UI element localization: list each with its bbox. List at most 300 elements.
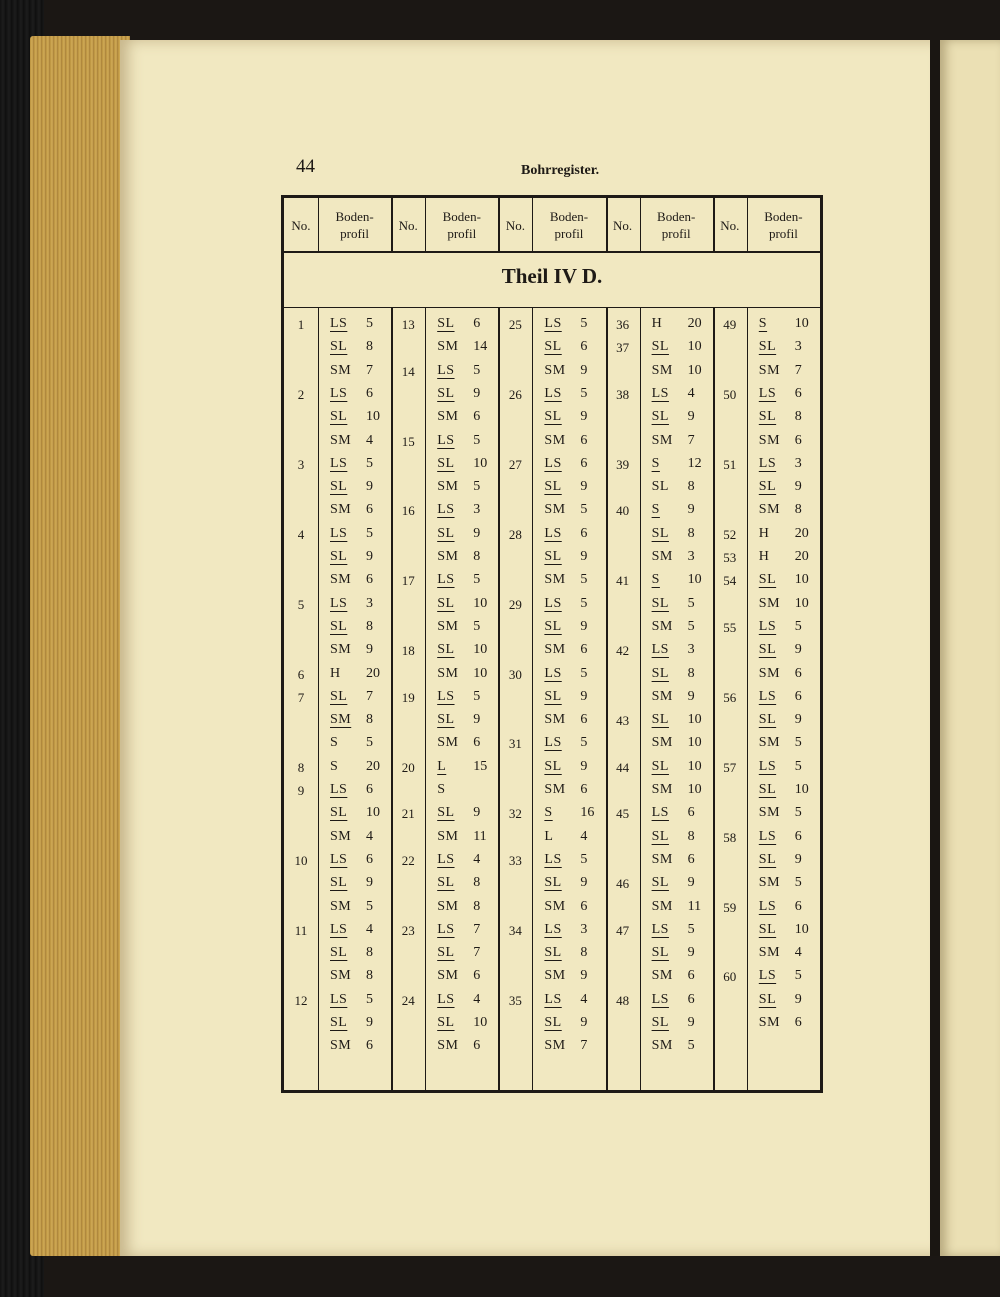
soil-layer [429, 409, 499, 431]
soil-code: LS [651, 385, 669, 401]
layer-thickness: 6 [687, 851, 695, 867]
layer-thickness: 9 [366, 642, 373, 658]
soil-layer [322, 316, 392, 338]
soil-code: LS [544, 385, 562, 401]
layer-thickness: 6 [366, 1038, 373, 1054]
layer-thickness: 6 [366, 385, 373, 401]
layer-thickness: 9 [687, 945, 695, 961]
header-no: No. [398, 217, 418, 233]
boring-number: 17 [401, 573, 415, 589]
layer-thickness: 8 [687, 525, 695, 541]
layer-thickness: 4 [366, 432, 373, 448]
soil-layer [429, 596, 499, 618]
boring-number: 31 [508, 736, 522, 752]
layer-thickness: 9 [687, 409, 695, 425]
soil-code: LS [330, 991, 348, 1007]
soil-layer [322, 456, 392, 478]
soil-layer [322, 619, 392, 641]
soil-layer [751, 502, 821, 524]
column-rule [640, 308, 641, 1090]
soil-code: SL [544, 1015, 562, 1030]
boring-number: 55 [723, 619, 737, 635]
column-rule [318, 308, 319, 1090]
soil-code: LS [330, 851, 348, 867]
soil-layer [322, 782, 392, 804]
soil-layer [322, 666, 392, 688]
boring-number: 52 [723, 526, 737, 542]
soil-code: SM [544, 642, 566, 658]
layer-thickness: 20 [794, 525, 809, 541]
soil-layer [429, 945, 499, 967]
soil-layer [644, 712, 714, 734]
soil-code: SL [651, 1015, 669, 1030]
soil-code: SM [651, 851, 673, 867]
soil-layer [429, 968, 499, 990]
layer-thickness: 8 [366, 339, 373, 355]
layer-thickness: 4 [366, 828, 373, 844]
layer-thickness: 9 [580, 549, 588, 564]
layer-thickness: 9 [473, 525, 481, 541]
soil-layer [751, 759, 821, 781]
soil-code: S [651, 502, 660, 518]
layer-thickness: 5 [580, 316, 588, 331]
boring-number: 46 [616, 876, 630, 892]
soil-code: LS [758, 758, 777, 774]
soil-code: LS [651, 642, 669, 658]
soil-layer [644, 689, 714, 711]
layer-thickness: 10 [687, 362, 702, 378]
soil-code: SM [758, 735, 781, 751]
soil-code: SL [544, 409, 562, 425]
soil-code: SM [544, 1038, 566, 1054]
column-rule [640, 198, 641, 251]
soil-code: SM [651, 782, 673, 797]
soil-code: SM [758, 875, 781, 891]
soil-layer [429, 1015, 499, 1037]
boring-number: 49 [723, 317, 737, 332]
soil-layer [322, 805, 392, 827]
layer-thickness: 5 [580, 851, 588, 867]
soil-code: SM [544, 968, 566, 984]
soil-layer [429, 735, 499, 757]
layer-thickness: 14 [473, 339, 488, 355]
soil-code: H [758, 525, 770, 541]
column-rule [318, 198, 319, 251]
boring-number: 18 [401, 643, 415, 659]
boring-number: 6 [297, 666, 305, 682]
soil-layer [429, 433, 499, 455]
soil-layer [644, 992, 714, 1014]
layer-thickness: 5 [687, 618, 695, 634]
layer-thickness: 10 [794, 782, 809, 797]
boring-number: 51 [723, 456, 737, 472]
layer-thickness: 9 [366, 549, 373, 564]
layer-thickness: 6 [580, 642, 588, 658]
boring-number: 25 [508, 317, 522, 332]
soil-code: SM [437, 828, 459, 844]
layer-thickness: 10 [687, 735, 702, 751]
soil-code: SM [651, 735, 673, 751]
layer-thickness: 7 [473, 945, 481, 961]
boring-number: 20 [401, 759, 415, 775]
soil-layer [536, 759, 606, 781]
soil-layer [429, 572, 499, 594]
soil-code: SM [437, 968, 459, 984]
soil-code: L [544, 828, 554, 844]
soil-layer [429, 992, 499, 1014]
layer-thickness: 6 [580, 712, 588, 728]
layer-thickness: 6 [580, 898, 588, 914]
soil-layer [751, 386, 821, 408]
soil-code: SL [330, 339, 348, 355]
boring-number: 8 [297, 759, 305, 775]
soil-layer [751, 479, 821, 501]
layer-thickness: 6 [794, 385, 802, 401]
soil-code: SM [544, 712, 566, 728]
boring-number: 7 [297, 689, 305, 705]
boring-number: 40 [616, 503, 630, 519]
group-rule [498, 198, 500, 251]
boring-number: 1 [297, 317, 305, 332]
layer-thickness: 10 [687, 782, 702, 797]
soil-layer [322, 712, 392, 734]
soil-layer [644, 805, 714, 827]
layer-thickness: 10 [366, 409, 380, 425]
soil-code: SL [437, 385, 455, 401]
soil-layer [429, 666, 499, 688]
soil-code: LS [758, 828, 777, 844]
soil-code: SM [330, 432, 352, 448]
soil-code: SM [544, 502, 566, 518]
soil-code: SM [544, 432, 566, 448]
boring-number: 23 [401, 922, 415, 938]
soil-code: SL [758, 479, 777, 495]
boring-number: 59 [723, 899, 737, 915]
soil-layer [429, 922, 499, 944]
boring-number: 37 [616, 340, 630, 356]
soil-code: SM [544, 572, 566, 588]
soil-code: SL [437, 805, 455, 821]
soil-layer [429, 899, 499, 921]
boring-number: 60 [723, 969, 737, 985]
soil-layer [536, 316, 606, 338]
soil-code: S [758, 316, 768, 331]
soil-layer [536, 782, 606, 804]
layer-thickness: 5 [794, 735, 802, 751]
boring-number: 10 [294, 852, 308, 868]
soil-layer [644, 339, 714, 361]
soil-layer [644, 619, 714, 641]
layer-thickness: 4 [687, 385, 695, 401]
layer-thickness: 10 [687, 572, 702, 588]
soil-layer [751, 992, 821, 1014]
soil-code: LS [758, 455, 777, 471]
layer-thickness: 9 [794, 851, 802, 867]
soil-layer [322, 992, 392, 1014]
soil-code: SL [437, 945, 455, 961]
boring-number: 14 [401, 363, 415, 379]
layer-thickness: 6 [794, 665, 802, 681]
header-bodenprofil: Boden- profil [442, 209, 481, 241]
layer-thickness: 10 [687, 339, 702, 355]
soil-code: SM [651, 549, 673, 564]
soil-code: SL [758, 782, 777, 797]
boring-number: 54 [723, 573, 737, 589]
soil-layer [644, 1038, 714, 1060]
column-rule [747, 198, 748, 251]
soil-code: L [437, 758, 447, 774]
layer-thickness: 5 [473, 362, 481, 378]
soil-layer [536, 829, 606, 851]
layer-thickness: 20 [366, 665, 380, 681]
page-number: 44 [296, 156, 315, 177]
soil-layer [536, 968, 606, 990]
soil-layer [536, 386, 606, 408]
soil-code: LS [651, 991, 669, 1007]
soil-layer [644, 829, 714, 851]
soil-layer [751, 316, 821, 338]
boring-number: 13 [401, 317, 415, 332]
soil-layer [536, 1038, 606, 1060]
soil-layer [429, 363, 499, 385]
layer-thickness: 10 [687, 712, 702, 728]
soil-layer [751, 922, 821, 944]
soil-code: SL [544, 479, 562, 495]
layer-thickness: 8 [473, 898, 481, 914]
soil-code: SM [437, 1038, 459, 1054]
layer-thickness: 5 [580, 735, 588, 751]
soil-layer [429, 642, 499, 664]
soil-layer [536, 875, 606, 897]
layer-thickness: 3 [687, 549, 695, 564]
layer-thickness: 6 [366, 782, 373, 797]
soil-code: S [437, 782, 446, 797]
soil-layer [536, 596, 606, 618]
boring-number: 38 [616, 386, 630, 402]
boring-number: 42 [616, 643, 630, 659]
soil-code: SM [330, 968, 352, 984]
soil-code: LS [330, 921, 348, 937]
layer-thickness: 5 [366, 735, 373, 751]
soil-code: SL [437, 712, 455, 728]
soil-code: SL [651, 665, 669, 681]
soil-layer [536, 852, 606, 874]
soil-layer [751, 689, 821, 711]
soil-code: SL [544, 618, 562, 634]
soil-code: SM [758, 1015, 781, 1030]
soil-code: SL [651, 875, 669, 891]
soil-code: SL [758, 712, 777, 728]
soil-code: SM [758, 362, 781, 378]
layer-thickness: 9 [794, 991, 802, 1007]
soil-layer [751, 782, 821, 804]
part-title: Theil IV D. [501, 264, 603, 288]
soil-layer [536, 479, 606, 501]
layer-thickness: 6 [366, 572, 373, 588]
layer-thickness: 12 [687, 455, 702, 471]
soil-layer [429, 339, 499, 361]
soil-code: SM [437, 665, 459, 681]
soil-code: SL [651, 409, 669, 425]
soil-layer [751, 899, 821, 921]
soil-code: LS [437, 432, 455, 448]
layer-thickness: 9 [473, 385, 481, 401]
soil-layer [644, 968, 714, 990]
soil-layer [322, 759, 392, 781]
soil-code: SL [544, 688, 562, 704]
soil-layer [322, 852, 392, 874]
soil-code: SM [651, 688, 673, 704]
soil-code: SL [330, 479, 348, 495]
layer-thickness: 6 [473, 409, 481, 425]
layer-thickness: 6 [794, 688, 802, 704]
soil-code: LS [544, 595, 562, 611]
layer-thickness: 10 [794, 572, 809, 588]
soil-layer [644, 479, 714, 501]
column-rule [532, 308, 533, 1090]
layer-thickness: 15 [473, 758, 488, 774]
boring-number: 44 [616, 759, 630, 775]
soil-code: LS [330, 385, 348, 401]
layer-thickness: 7 [366, 362, 373, 378]
soil-code: LS [651, 921, 669, 937]
soil-layer [322, 596, 392, 618]
soil-layer [322, 479, 392, 501]
soil-layer [751, 642, 821, 664]
soil-code: SM [544, 898, 566, 914]
boring-number: 33 [508, 852, 522, 868]
soil-code: SL [330, 1015, 348, 1030]
soil-layer [536, 526, 606, 548]
column-rule [747, 308, 748, 1090]
soil-code: SM [651, 1038, 673, 1054]
soil-layer [536, 619, 606, 641]
soil-layer [644, 852, 714, 874]
layer-thickness: 10 [794, 595, 809, 611]
layer-thickness: 16 [580, 805, 595, 821]
layer-thickness: 5 [473, 688, 481, 704]
layer-thickness: 8 [687, 665, 695, 681]
header-bodenprofil: Boden- profil [335, 209, 374, 241]
soil-layer [536, 735, 606, 757]
boring-number: 26 [508, 386, 522, 402]
soil-code: SL [651, 339, 669, 355]
layer-thickness: 10 [473, 595, 488, 611]
soil-layer [751, 968, 821, 990]
layer-thickness: 10 [794, 316, 809, 331]
soil-code: LS [758, 688, 777, 704]
boring-number: 58 [723, 829, 737, 845]
soil-layer [322, 1015, 392, 1037]
layer-thickness: 6 [794, 1015, 802, 1030]
soil-layer [536, 456, 606, 478]
soil-layer [536, 945, 606, 967]
soil-layer [536, 1015, 606, 1037]
soil-layer [429, 619, 499, 641]
soil-code: LS [437, 991, 455, 1007]
soil-code: SL [330, 618, 348, 634]
layer-thickness: 6 [473, 968, 481, 984]
soil-layer [429, 829, 499, 851]
soil-code: SL [651, 758, 669, 774]
layer-thickness: 9 [794, 479, 802, 495]
layer-thickness: 7 [794, 362, 802, 378]
soil-layer [644, 945, 714, 967]
boring-number: 21 [401, 806, 415, 822]
soil-code: SM [330, 828, 352, 844]
boring-number: 3 [297, 456, 305, 472]
soil-code: LS [437, 502, 455, 518]
layer-thickness: 8 [580, 945, 588, 961]
soil-layer [322, 735, 392, 757]
layer-thickness: 5 [580, 665, 588, 681]
soil-code: SM [758, 432, 781, 448]
layer-thickness: 3 [794, 339, 802, 355]
layer-thickness: 4 [794, 945, 802, 961]
soil-code: LS [544, 665, 562, 681]
layer-thickness: 5 [473, 432, 481, 448]
layer-thickness: 9 [580, 968, 588, 984]
boring-number: 27 [508, 456, 522, 472]
layer-thickness: 5 [366, 525, 373, 541]
layer-thickness: 6 [580, 782, 588, 797]
soil-code: SL [758, 409, 777, 425]
soil-code: S [330, 735, 339, 751]
soil-layer [751, 735, 821, 757]
layer-thickness: 9 [580, 409, 588, 425]
layer-thickness: 5 [580, 595, 588, 611]
layer-thickness: 8 [366, 968, 373, 984]
soil-layer [322, 549, 392, 571]
soil-layer [751, 363, 821, 385]
soil-code: SM [651, 898, 673, 914]
layer-thickness: 8 [687, 828, 695, 844]
soil-code: SL [758, 921, 777, 937]
soil-layer [322, 689, 392, 711]
soil-layer [644, 666, 714, 688]
soil-code: LS [437, 362, 455, 378]
soil-layer [751, 409, 821, 431]
soil-layer [536, 712, 606, 734]
soil-code: S [651, 572, 660, 588]
soil-code: SM [758, 945, 781, 961]
soil-code: LS [437, 572, 455, 588]
soil-code: SM [330, 712, 352, 728]
soil-code: SM [330, 898, 352, 914]
soil-code: SM [651, 362, 673, 378]
layer-thickness: 8 [473, 549, 481, 564]
layer-thickness: 6 [580, 455, 588, 471]
soil-layer [644, 386, 714, 408]
soil-layer [536, 805, 606, 827]
layer-thickness: 5 [794, 875, 802, 891]
layer-thickness: 10 [473, 642, 488, 658]
soil-layer [536, 549, 606, 571]
soil-code: SL [437, 455, 455, 471]
soil-layer [751, 852, 821, 874]
layer-thickness: 4 [473, 851, 481, 867]
soil-layer [751, 596, 821, 618]
soil-layer [644, 735, 714, 757]
layer-thickness: 5 [794, 805, 802, 821]
soil-code: LS [758, 618, 777, 634]
soil-code: LS [330, 595, 348, 611]
boring-number: 48 [616, 992, 630, 1008]
soil-layer [751, 829, 821, 851]
layer-thickness: 9 [687, 875, 695, 891]
soil-layer [536, 363, 606, 385]
running-title: Bohrregister. [521, 163, 600, 178]
